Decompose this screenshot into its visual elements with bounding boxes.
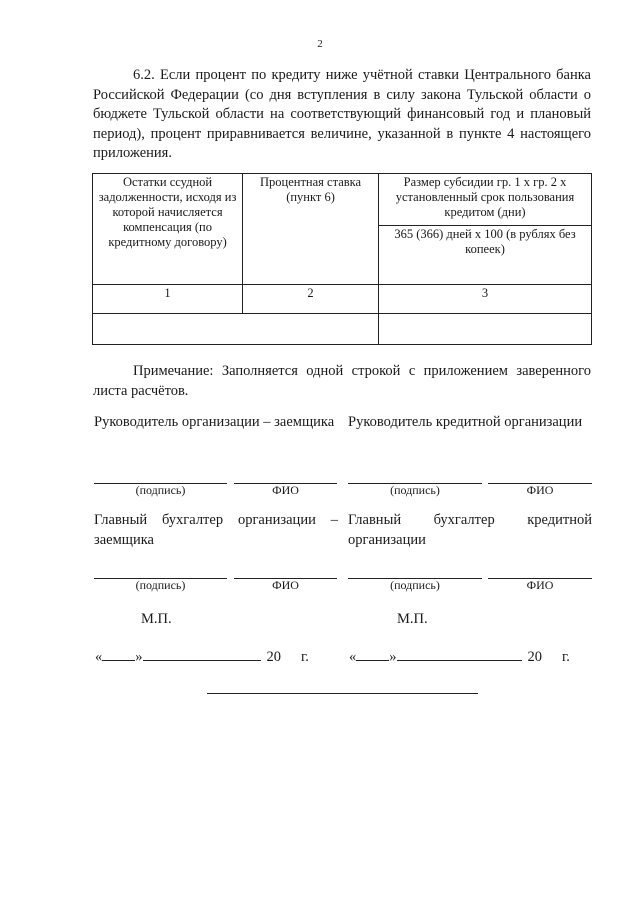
paragraph-6-2-text: 6.2. Если процент по кредиту ниже учётной ставки Центрального банка Российской Федерации (со дня вступления в силу закона Тульской области о бюджете Тульской области на соответствующий финансовый год и плановый период), процент приравнивается величине, указанной в пункте 4 настоящего приложения.	[93, 67, 591, 162]
year-suffix: г.	[301, 649, 309, 665]
column-number-1: 1	[93, 285, 243, 314]
date-close-quote: »	[135, 649, 143, 665]
year-suffix: г.	[562, 649, 570, 665]
stamp-placeholder-right: М.П.	[397, 611, 428, 627]
signature-caption: (подпись)	[390, 483, 440, 497]
borrower-head-title: Руководитель организации – заемщика	[94, 414, 335, 430]
header-subsidy-numerator: Размер субсидии гр. 1 х гр. 2 х установленный срок пользования кредитом (дни)	[379, 174, 592, 226]
column-number-2: 2	[243, 285, 379, 314]
closing-separator-line	[207, 693, 478, 694]
name-caption: ФИО	[272, 483, 299, 497]
name-caption: ФИО	[272, 578, 299, 592]
name-caption: ФИО	[526, 578, 554, 592]
day-blank	[356, 646, 389, 661]
signature-caption: (подпись)	[390, 578, 440, 592]
signature-caption: (подпись)	[135, 483, 186, 497]
date-field-left	[95, 646, 309, 666]
empty-cell-3	[379, 314, 592, 345]
header-rate: Процентная ставка (пункт 6)	[243, 174, 379, 285]
day-blank	[102, 646, 135, 661]
empty-cell-1-2	[93, 314, 379, 345]
name-caption: ФИО	[526, 483, 554, 497]
header-subsidy-denominator: 365 (366) дней х 100 (в рублях без копеек)	[379, 226, 592, 285]
borrower-accountant-title: Главный бухгалтер организации – заемщика	[94, 512, 338, 548]
date-open-quote: «	[349, 649, 357, 665]
signature-caption: (подпись)	[135, 578, 186, 592]
column-number-3: 3	[379, 285, 592, 314]
date-field-right	[349, 646, 570, 666]
creditor-head-title: Руководитель кредитной организации	[348, 414, 583, 430]
paragraph-6-2	[93, 66, 591, 164]
year-prefix: 20	[266, 649, 281, 665]
header-balance: Остатки ссудной задолженности, исходя из которой начисляется компенсация (по кредитному договору)	[93, 174, 243, 285]
note	[93, 362, 591, 401]
creditor-accountant-title: Главный бухгалтер кредитной организации	[348, 512, 592, 548]
month-blank	[143, 646, 261, 661]
page-number: 2	[317, 38, 323, 50]
subsidy-table	[92, 173, 592, 345]
date-open-quote: «	[95, 649, 103, 665]
stamp-placeholder-left: М.П.	[141, 611, 172, 627]
month-blank	[397, 646, 522, 661]
date-close-quote: »	[389, 649, 397, 665]
note-text: Примечание: Заполняется одной строкой с приложением заверенного листа расчётов.	[93, 363, 591, 399]
year-prefix: 20	[527, 649, 542, 665]
